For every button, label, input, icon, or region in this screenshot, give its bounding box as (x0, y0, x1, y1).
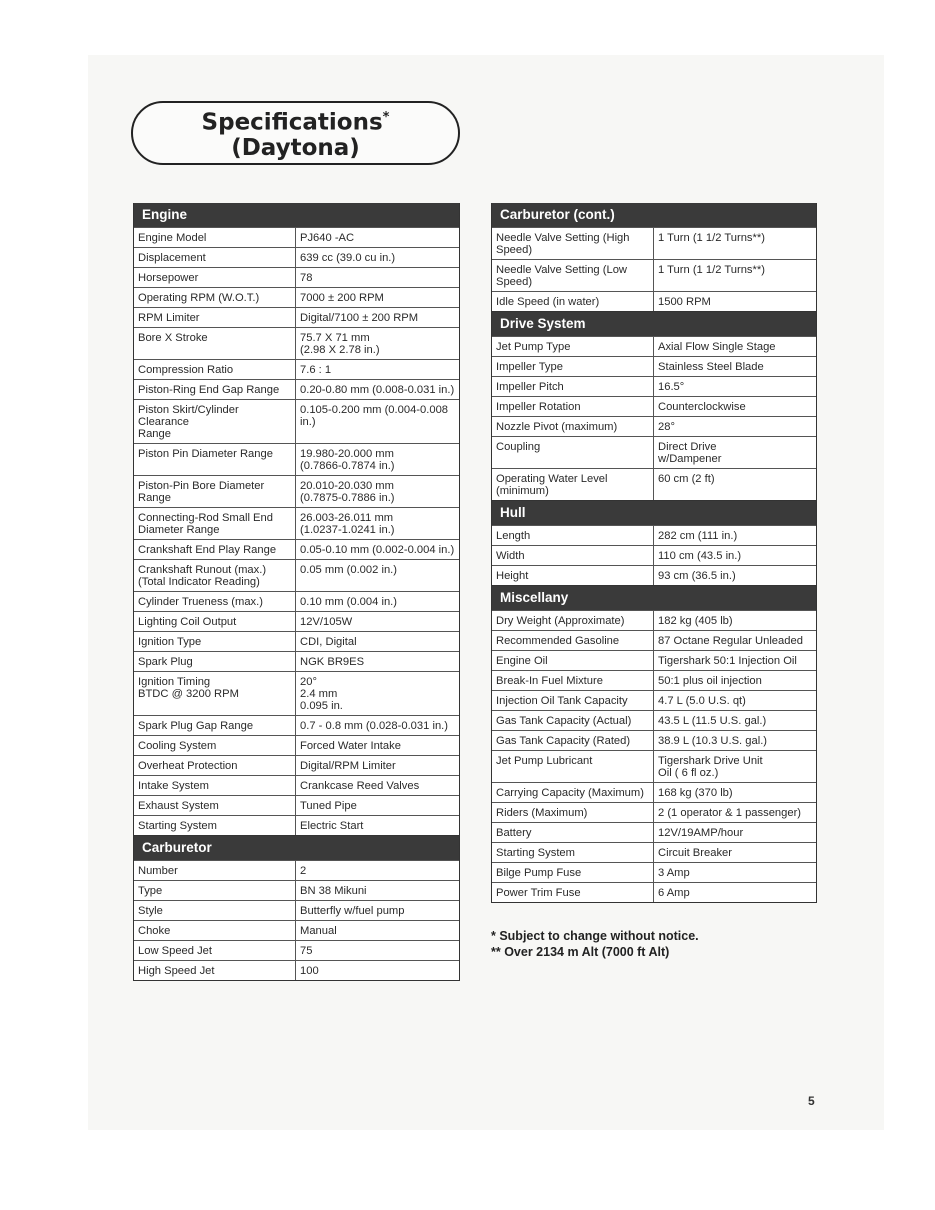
spec-value: 182 kg (405 lb) (658, 615, 733, 627)
spec-row (134, 591, 459, 611)
spec-label: Jet Pump Type (492, 337, 654, 356)
spec-value: 12V/19AMP/hour (658, 827, 744, 839)
spec-label: Battery (492, 823, 654, 842)
section-header: Carburetor (134, 836, 459, 860)
spec-row (492, 630, 816, 650)
spec-row (134, 860, 459, 880)
spec-label: Injection Oil Tank Capacity (492, 691, 654, 710)
spec-label: Cooling System (134, 736, 296, 755)
spec-label: Low Speed Jet (134, 941, 296, 960)
spec-value: 43.5 L (11.5 U.S. gal.) (658, 715, 767, 727)
spec-row (492, 730, 816, 750)
spec-row (134, 880, 459, 900)
spec-label: Engine Oil (492, 651, 654, 670)
spec-row (134, 539, 459, 559)
spec-label: Starting System (492, 843, 654, 862)
spec-value: 28° (658, 421, 675, 433)
spec-section-drive-system (491, 312, 817, 501)
spec-row (134, 559, 459, 591)
spec-row (134, 379, 459, 399)
spec-row (134, 307, 459, 327)
spec-label: Ignition Timing BTDC @ 3200 RPM (134, 672, 296, 715)
spec-value: 87 Octane Regular Unleaded (658, 635, 803, 647)
spec-row (134, 795, 459, 815)
spec-label: Impeller Rotation (492, 397, 654, 416)
spec-row (134, 671, 459, 715)
spec-value: 0.7 - 0.8 mm (0.028-0.031 in.) (300, 720, 448, 732)
footnotes (491, 928, 821, 960)
spec-value: 0.20-0.80 mm (0.008-0.031 in.) (300, 384, 455, 396)
spec-label: Compression Ratio (134, 360, 296, 379)
spec-label: Crankshaft Runout (max.) (Total Indicator Reading) (134, 560, 296, 591)
spec-label: Length (492, 526, 654, 545)
spec-section-hull (491, 501, 817, 586)
spec-value: Digital/7100 ± 200 RPM (300, 312, 419, 324)
spec-row (492, 227, 816, 259)
spec-row (492, 690, 816, 710)
spec-row (492, 416, 816, 436)
spec-value: Tuned Pipe (300, 800, 357, 812)
spec-label: Impeller Pitch (492, 377, 654, 396)
spec-row (134, 359, 459, 379)
spec-section-carburetor-cont (491, 203, 817, 312)
section-header: Miscellany (492, 586, 816, 610)
spec-row (492, 525, 816, 545)
spec-label: Spark Plug (134, 652, 296, 671)
spec-label: Spark Plug Gap Range (134, 716, 296, 735)
spec-label: Crankshaft End Play Range (134, 540, 296, 559)
spec-label: High Speed Jet (134, 961, 296, 980)
spec-row (492, 782, 816, 802)
title-text: Specifications (201, 109, 383, 136)
spec-value: Manual (300, 925, 337, 937)
spec-value: 6 Amp (658, 887, 690, 899)
spec-row (492, 468, 816, 500)
spec-label: Operating Water Level (minimum) (492, 469, 654, 500)
spec-label: Gas Tank Capacity (Rated) (492, 731, 654, 750)
spec-value: 1500 RPM (658, 296, 711, 308)
spec-label: Operating RPM (W.O.T.) (134, 288, 296, 307)
spec-value: 3 Amp (658, 867, 690, 879)
spec-section-engine (133, 203, 460, 836)
spec-value: 16.5° (658, 381, 685, 393)
spec-label: Piston-Pin Bore Diameter Range (134, 476, 296, 507)
spec-value: 38.9 L (10.3 U.S. gal.) (658, 735, 768, 747)
spec-row (134, 631, 459, 651)
spec-value: Digital/RPM Limiter (300, 760, 396, 772)
spec-value: 1 Turn (1 1/2 Turns**) (658, 264, 765, 276)
spec-value: 110 cm (43.5 in.) (658, 550, 742, 562)
section-header: Carburetor (cont.) (492, 203, 816, 227)
spec-label: Cylinder Trueness (max.) (134, 592, 296, 611)
page-title (131, 101, 460, 165)
right-spec-column (491, 203, 817, 903)
spec-label: Gas Tank Capacity (Actual) (492, 711, 654, 730)
spec-row (134, 960, 459, 980)
spec-value: 50:1 plus oil injection (658, 675, 762, 687)
footnote-2: ** Over 2134 m Alt (7000 ft Alt) (491, 945, 670, 959)
spec-row (492, 336, 816, 356)
spec-label: Horsepower (134, 268, 296, 287)
spec-value: 60 cm (2 ft) (658, 473, 715, 485)
spec-row (492, 259, 816, 291)
spec-label: Overheat Protection (134, 756, 296, 775)
spec-row (134, 327, 459, 359)
spec-value: Stainless Steel Blade (658, 361, 764, 373)
spec-label: Nozzle Pivot (maximum) (492, 417, 654, 436)
spec-row (134, 443, 459, 475)
spec-row (492, 650, 816, 670)
spec-label: Impeller Type (492, 357, 654, 376)
left-spec-column (133, 203, 460, 981)
spec-value: 0.05 mm (0.002 in.) (300, 564, 398, 576)
spec-row (492, 802, 816, 822)
spec-value: 282 cm (111 in.) (658, 530, 738, 542)
spec-label: Piston-Ring End Gap Range (134, 380, 296, 399)
spec-value: 75.7 X 71 mm (2.98 X 2.78 in.) (300, 332, 380, 356)
spec-label: Dry Weight (Approximate) (492, 611, 654, 630)
spec-label: Break-In Fuel Mixture (492, 671, 654, 690)
spec-row (492, 376, 816, 396)
spec-value: Electric Start (300, 820, 364, 832)
spec-label: Piston Pin Diameter Range (134, 444, 296, 475)
spec-row (134, 651, 459, 671)
spec-label: Style (134, 901, 296, 920)
spec-row (134, 900, 459, 920)
title-asterisk: * (382, 110, 390, 126)
spec-value: 19.980-20.000 mm (0.7866-0.7874 in.) (300, 448, 395, 472)
spec-label: Jet Pump Lubricant (492, 751, 654, 782)
spec-label: Piston Skirt/Cylinder Clearance Range (134, 400, 296, 443)
spec-value: Axial Flow Single Stage (658, 341, 776, 353)
spec-label: Number (134, 861, 296, 880)
spec-row (134, 775, 459, 795)
spec-row (134, 611, 459, 631)
spec-row (134, 267, 459, 287)
spec-value: 75 (300, 945, 313, 957)
spec-section-miscellany (491, 586, 817, 903)
spec-value: 7000 ± 200 RPM (300, 292, 384, 304)
spec-value: Tigershark 50:1 Injection Oil (658, 655, 797, 667)
spec-label: Choke (134, 921, 296, 940)
section-header: Engine (134, 203, 459, 227)
spec-row (134, 475, 459, 507)
spec-row (492, 436, 816, 468)
spec-row (492, 610, 816, 630)
spec-row (134, 399, 459, 443)
spec-row (134, 755, 459, 775)
spec-value: 0.10 mm (0.004 in.) (300, 596, 398, 608)
spec-label: Width (492, 546, 654, 565)
spec-value: Tigershark Drive Unit Oil ( 6 fl oz.) (658, 755, 763, 779)
spec-row (492, 356, 816, 376)
title-line-1 (202, 105, 390, 136)
spec-label: Height (492, 566, 654, 585)
spec-label: Bore X Stroke (134, 328, 296, 359)
spec-value: PJ640 -AC (300, 232, 355, 244)
spec-value: 78 (300, 272, 313, 284)
spec-value: 1 Turn (1 1/2 Turns**) (658, 232, 765, 244)
title-subtitle: (Daytona) (231, 134, 360, 161)
spec-label: Type (134, 881, 296, 900)
section-header: Drive System (492, 312, 816, 336)
spec-label: Coupling (492, 437, 654, 468)
spec-value: Direct Drive w/Dampener (658, 441, 722, 465)
spec-value: Crankcase Reed Valves (300, 780, 420, 792)
spec-row (134, 287, 459, 307)
spec-section-carburetor (133, 836, 460, 981)
spec-value: 20.010-20.030 mm (0.7875-0.7886 in.) (300, 480, 395, 504)
spec-label: Power Trim Fuse (492, 883, 654, 902)
spec-label: Idle Speed (in water) (492, 292, 654, 311)
spec-value: 93 cm (36.5 in.) (658, 570, 736, 582)
spec-value: Forced Water Intake (300, 740, 401, 752)
spec-label: RPM Limiter (134, 308, 296, 327)
spec-value: Butterfly w/fuel pump (300, 905, 405, 917)
spec-value: 0.105-0.200 mm (0.004-0.008 in.) (300, 404, 449, 428)
spec-row (492, 710, 816, 730)
spec-row (492, 862, 816, 882)
spec-row (134, 227, 459, 247)
spec-value: BN 38 Mikuni (300, 885, 367, 897)
spec-row (492, 842, 816, 862)
spec-row (492, 882, 816, 902)
spec-row (492, 396, 816, 416)
spec-value: 2 (300, 865, 307, 877)
spec-label: Needle Valve Setting (Low Speed) (492, 260, 654, 291)
spec-label: Ignition Type (134, 632, 296, 651)
spec-value: 26.003-26.011 mm (1.0237-1.0241 in.) (300, 512, 395, 536)
spec-row (134, 735, 459, 755)
spec-label: Riders (Maximum) (492, 803, 654, 822)
spec-label: Needle Valve Setting (High Speed) (492, 228, 654, 259)
section-header: Hull (492, 501, 816, 525)
spec-label: Recommended Gasoline (492, 631, 654, 650)
spec-value: 20° 2.4 mm 0.095 in. (300, 676, 343, 712)
page-number: 5 (808, 1094, 815, 1108)
spec-label: Intake System (134, 776, 296, 795)
spec-label: Starting System (134, 816, 296, 835)
spec-value: 4.7 L (5.0 U.S. qt) (658, 695, 746, 707)
spec-value: 0.05-0.10 mm (0.002-0.004 in.) (300, 544, 455, 556)
spec-row (492, 565, 816, 585)
spec-label: Carrying Capacity (Maximum) (492, 783, 654, 802)
spec-row (134, 247, 459, 267)
spec-row (134, 940, 459, 960)
spec-row (134, 715, 459, 735)
spec-value: Circuit Breaker (658, 847, 732, 859)
spec-label: Connecting-Rod Small End Diameter Range (134, 508, 296, 539)
spec-label: Displacement (134, 248, 296, 267)
spec-value: 7.6 : 1 (300, 364, 332, 376)
spec-row (134, 920, 459, 940)
spec-row (492, 291, 816, 311)
spec-value: 168 kg (370 lb) (658, 787, 733, 799)
spec-value: NGK BR9ES (300, 656, 365, 668)
spec-label: Lighting Coil Output (134, 612, 296, 631)
spec-value: 2 (1 operator & 1 passenger) (658, 807, 802, 819)
spec-row (492, 545, 816, 565)
footnote-1: * Subject to change without notice. (491, 929, 699, 943)
spec-label: Engine Model (134, 228, 296, 247)
spec-label: Bilge Pump Fuse (492, 863, 654, 882)
spec-value: Counterclockwise (658, 401, 746, 413)
spec-value: 12V/105W (300, 616, 353, 628)
spec-row (492, 822, 816, 842)
spec-row (134, 507, 459, 539)
spec-value: 100 (300, 965, 319, 977)
spec-value: CDI, Digital (300, 636, 357, 648)
spec-label: Exhaust System (134, 796, 296, 815)
spec-value: 639 cc (39.0 cu in.) (300, 252, 396, 264)
spec-row (492, 670, 816, 690)
spec-row (492, 750, 816, 782)
spec-row (134, 815, 459, 835)
